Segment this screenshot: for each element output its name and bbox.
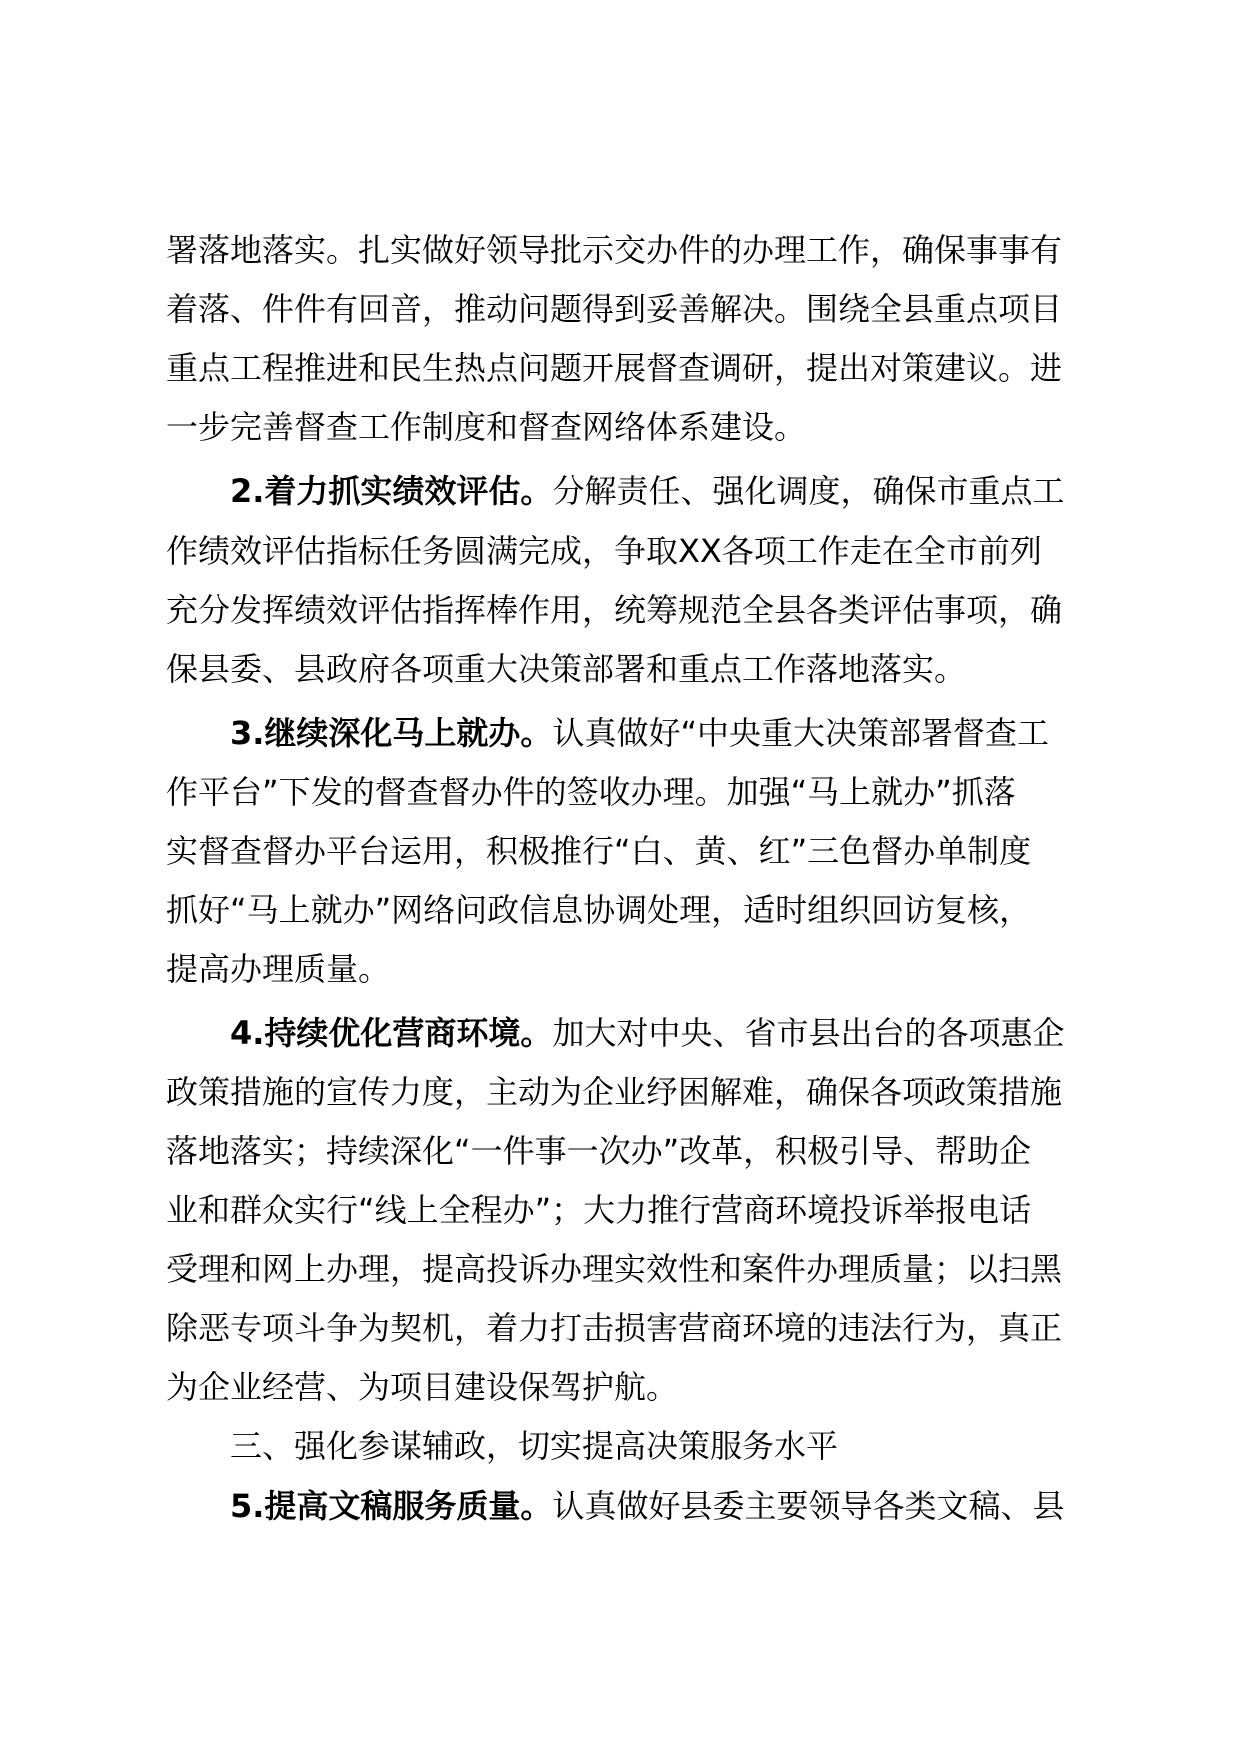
body-line: 充分发挥绩效评估指挥棒作用，统筹规范全县各类评估事项，确 xyxy=(166,591,1063,629)
item-4-line xyxy=(230,1003,1064,1063)
body-line: 保县委、县政府各项重大决策部署和重点工作落地落实。 xyxy=(166,650,967,688)
body-line: 业和群众实行“线上全程办”；大力推行营商环境投诉举报电话 xyxy=(166,1191,1032,1229)
section-heading: 三、强化参谋辅政，切实提高决策服务水平 xyxy=(230,1427,839,1465)
item-4-text: 加大对中央、省市县出台的各项惠企 xyxy=(552,1014,1065,1052)
body-line: 抓好“马上就办”网络问政信息协调处理，适时组织回访复核， xyxy=(166,891,1032,929)
body-line: 除恶专项斗争为契机，着力打击损害营商环境的违法行为，真正 xyxy=(166,1309,1063,1347)
item-3-text: 认真做好“中央重大决策部署督查工 xyxy=(552,714,1050,752)
item-5-line xyxy=(230,1476,1064,1536)
body-line: 实督查督办平台运用，积极推行“白、黄、红”三色督办单制度 xyxy=(166,832,1032,870)
body-line: 重点工程推进和民生热点问题开展督查调研，提出对策建议。进 xyxy=(166,349,1063,387)
body-line: 提高办理质量。 xyxy=(166,950,391,988)
item-5-text: 认真做好县委主要领导各类文稿、县 xyxy=(552,1487,1065,1525)
item-2-text: 分解责任、强化调度，确保市重点工 xyxy=(552,472,1065,510)
body-line: 为企业经营、为项目建设保驾护航。 xyxy=(166,1368,679,1406)
body-line: 作平台”下发的督查督办件的签收办理。加强“马上就办”抓落 xyxy=(166,773,1016,811)
item-2-line xyxy=(230,461,1064,521)
body-line: 着落、件件有回音，推动问题得到妥善解决。围绕全县重点项目 xyxy=(166,290,1063,328)
item-4-heading: 4.持续优化营商环境。 xyxy=(230,1014,553,1052)
body-line: 落地落实；持续深化“一件事一次办”改革，积极引导、帮助企 xyxy=(166,1132,1032,1170)
item-3-heading: 3.继续深化马上就办。 xyxy=(230,714,553,752)
body-line: 受理和网上办理，提高投诉办理实效性和案件办理质量；以扫黑 xyxy=(166,1250,1063,1288)
item-2-heading: 2.着力抓实绩效评估。 xyxy=(230,472,553,510)
item-5-heading: 5.提高文稿服务质量。 xyxy=(230,1487,553,1525)
body-line: 署落地落实。扎实做好领导批示交办件的办理工作，确保事事有 xyxy=(166,231,1063,269)
body-line: 作绩效评估指标任务圆满完成，争取XX各项工作走在全市前列 xyxy=(166,532,1042,570)
item-3-line xyxy=(230,703,1049,763)
body-line: 政策措施的宣传力度，主动为企业纾困解难，确保各项政策措施 xyxy=(166,1073,1063,1111)
body-line: 一步完善督查工作制度和督查网络体系建设。 xyxy=(166,408,807,446)
